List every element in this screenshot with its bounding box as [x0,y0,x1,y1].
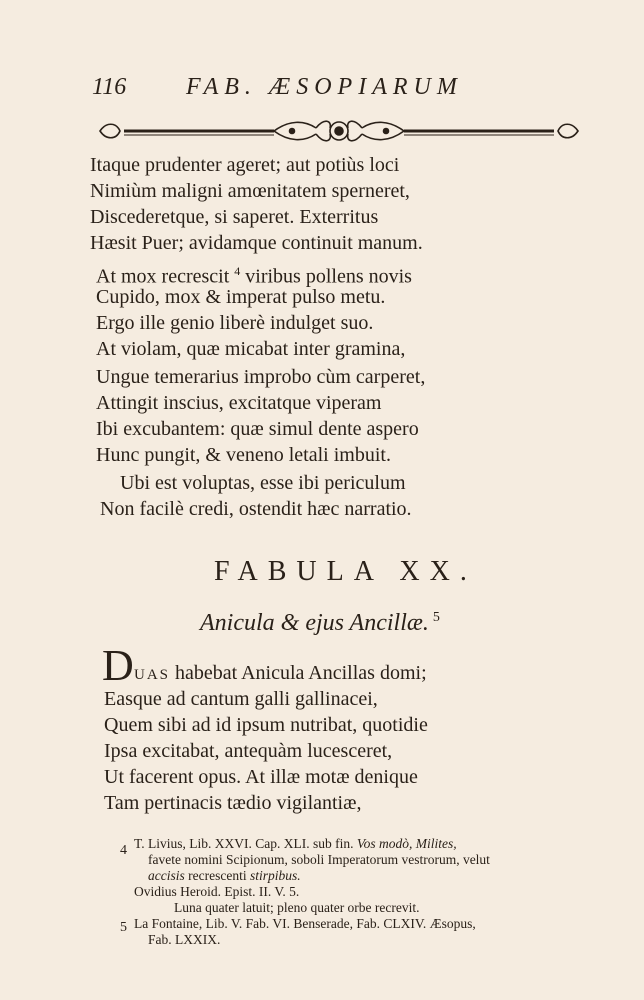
footnote-line [134,836,457,852]
poem-line: Ibi excubantem: quæ simul dente aspero [96,418,419,440]
fable-line [134,660,427,688]
footnote-italic: stirpibus. [249,868,301,883]
poem-line: Non facilè credi, ostendit hæc narratio. [100,498,412,520]
fable-line: Easque ad cantum galli gallinacei, [104,688,378,710]
fable-subtitle [200,610,440,637]
poem-line-text: At mox recrescit [96,265,235,288]
poem-line: Ubi est voluptas, esse ibi periculum [120,472,406,494]
footnote-line: La Fontaine, Lib. V. Fab. VI. Benserade, Fab. CLXIV. Æsopus, [134,916,476,931]
poem-line: Ergo ille genio liberè indulget suo. [96,312,374,334]
poem-line: Discederetque, si saperet. Exterritus [90,206,379,228]
footnote-italic: accisis [148,868,185,883]
poem-line: Cupido, mox & imperat pulso metu. [96,286,386,308]
fable-line-text: habebat Anicula Ancillas domi; [175,662,427,684]
ornamental-divider [94,116,584,146]
drop-cap: D [102,641,134,690]
footnote-line: Ovidius Heroid. Epist. II. V. 5. [134,884,300,899]
footnote-text: recrescenti [188,868,247,883]
fable-line: Ipsa excitabat, antequàm lucesceret, [104,740,393,762]
fable-line: Tam pertinacis tædio vigilantiæ, [104,792,362,814]
footnote-line [148,868,301,884]
fable-line: Ut facerent opus. At illæ motæ denique [104,766,418,788]
footnote-mark: 5 [432,610,440,625]
fable-heading: FABULA XX. [214,556,477,587]
footnote-line: Luna quater latuit; pleno quater orbe recrevit. [174,900,420,915]
footnote-line: favete nomini Scipionum, soboli Imperatorum vestrorum, velut [148,852,490,867]
fable-subtitle-text: Anicula & ejus Ancillæ. [200,610,429,636]
footnote-text: T. Livius, Lib. XXVI. Cap. XLI. sub fin. [134,836,354,851]
footnote-number: 5 [120,920,127,935]
page-number: 116 [92,74,127,100]
poem-line: Itaque prudenter ageret; aut potiùs loci [90,154,400,176]
small-caps-word: UAS [134,667,171,683]
fable-line: Quem sibi ad id ipsum nutribat, quotidie [104,714,428,736]
footnote-number: 4 [120,843,127,858]
poem-line: At violam, quæ micabat inter gramina, [96,338,406,360]
poem-line-text: viribus pollens novis [240,265,412,288]
running-title: FAB. ÆSOPIARUM [186,74,463,100]
poem-line: Attingit inscius, excitatque viperam [96,392,382,414]
footnote-mark: 4 [234,264,241,278]
poem-line: Hæsit Puer; avidamque continuit manum. [90,232,423,254]
footnote-italic: Vos modò, Milites, [356,836,457,851]
poem-line: Hunc pungit, & veneno letali imbuit. [96,444,391,466]
footnote-line: Fab. LXXIX. [148,932,221,947]
poem-line: Nimiùm maligni amœnitatem sperneret, [90,180,410,202]
poem-line: Ungue temerarius improbo cùm carperet, [96,366,426,388]
